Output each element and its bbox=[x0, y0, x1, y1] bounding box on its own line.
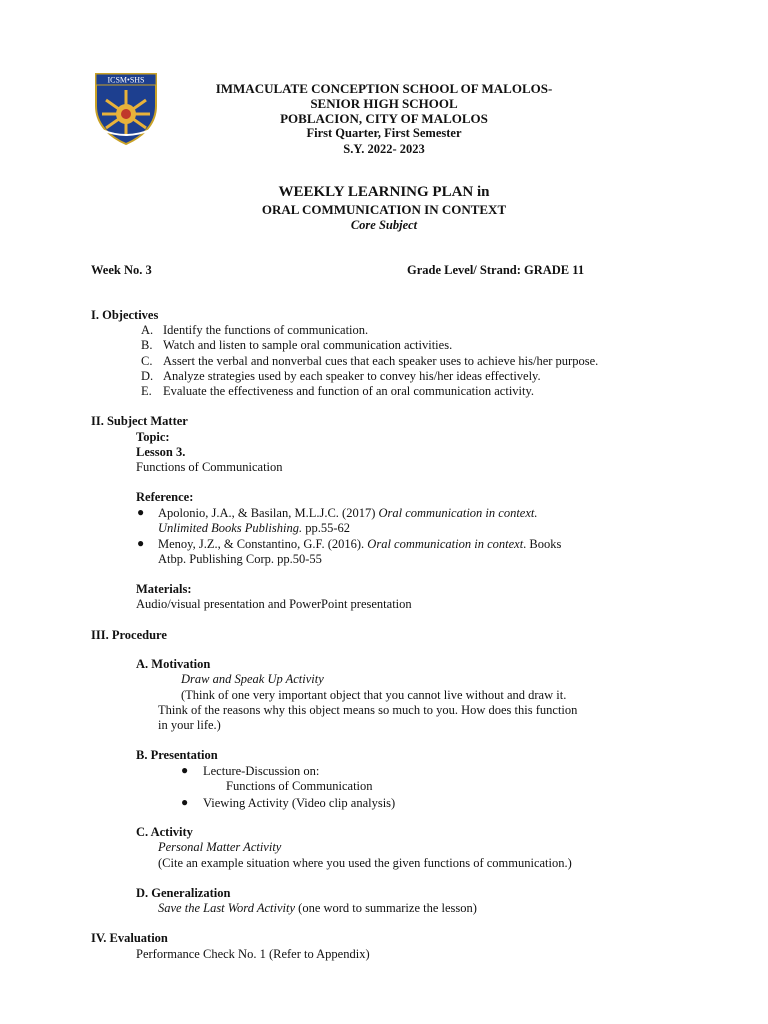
motivation-label: A. Motivation bbox=[136, 657, 211, 671]
presentation-label: B. Presentation bbox=[136, 748, 218, 762]
school-location: POBLACION, CITY OF MALOLOS bbox=[280, 111, 488, 126]
procedure-heading: III. Procedure bbox=[91, 628, 167, 642]
objective-item: E. Evaluate the effectiveness and function of an oral communication activity. bbox=[141, 384, 535, 398]
reference-item-1-cont: Unlimited Books Publishing. pp.55-62 bbox=[158, 521, 351, 535]
school-name-line2: SENIOR HIGH SCHOOL bbox=[310, 96, 458, 111]
evaluation-text: Performance Check No. 1 (Refer to Appendix) bbox=[136, 947, 370, 961]
presentation-item: Lecture-Discussion on: bbox=[203, 764, 320, 778]
subject-matter-heading: II. Subject Matter bbox=[91, 414, 188, 428]
activity-label: C. Activity bbox=[136, 825, 193, 839]
lesson-label: Lesson 3. bbox=[136, 445, 186, 459]
reference-item-2-cont: Atbp. Publishing Corp. pp.50-55 bbox=[158, 552, 322, 566]
presentation-subitem: Functions of Communication bbox=[226, 779, 373, 793]
motivation-desc-line1: (Think of one very important object that you cannot live without and draw it. bbox=[181, 688, 567, 702]
bullet-icon: ● bbox=[181, 795, 189, 809]
logo-lettering: ICSM•SHS bbox=[107, 75, 145, 85]
generalization-label: D. Generalization bbox=[136, 886, 231, 900]
generalization-text: Save the Last Word Activity (one word to summarize the lesson) bbox=[158, 901, 477, 915]
activity-name: Personal Matter Activity bbox=[158, 840, 282, 854]
school-year: S.Y. 2022- 2023 bbox=[343, 142, 425, 156]
week-number: Week No. 3 bbox=[91, 263, 152, 277]
subject-title: ORAL COMMUNICATION IN CONTEXT bbox=[261, 202, 507, 217]
motivation-activity: Draw and Speak Up Activity bbox=[181, 672, 324, 686]
reference-item-2: Menoy, J.Z., & Constantino, G.F. (2016). Oral communication in context. Books bbox=[158, 537, 562, 551]
objective-item: D. Analyze strategies used by each speaker to convey his/her ideas effectively. bbox=[141, 369, 541, 383]
bullet-icon: ● bbox=[137, 505, 145, 519]
materials-text: Audio/visual presentation and PowerPoint presentation bbox=[136, 597, 412, 611]
bullet-icon: ● bbox=[181, 763, 189, 777]
materials-label: Materials: bbox=[136, 582, 192, 596]
reference-label: Reference: bbox=[136, 490, 194, 504]
motivation-desc-line2: Think of the reasons why this object means so much to you. How does this function bbox=[158, 703, 578, 717]
reference-item-1: Apolonio, J.A., & Basilan, M.L.J.C. (2017) Oral communication in context. bbox=[158, 506, 538, 520]
evaluation-heading: IV. Evaluation bbox=[91, 931, 168, 945]
lesson-title: Functions of Communication bbox=[136, 460, 283, 474]
school-name-line1: IMMACULATE CONCEPTION SCHOOL OF MALOLOS- bbox=[215, 81, 553, 96]
objective-item: B. Watch and listen to sample oral communication activities. bbox=[141, 338, 453, 352]
term: First Quarter, First Semester bbox=[306, 126, 462, 140]
activity-desc: (Cite an example situation where you used the given functions of communication.) bbox=[158, 856, 572, 870]
objectives-heading: I. Objectives bbox=[91, 308, 159, 322]
grade-level: Grade Level/ Strand: GRADE 11 bbox=[407, 263, 585, 277]
topic-label: Topic: bbox=[136, 430, 170, 444]
subject-type: Core Subject bbox=[350, 218, 418, 232]
motivation-desc-line3: in your life.) bbox=[158, 718, 221, 732]
plan-title: WEEKLY LEARNING PLAN in bbox=[278, 184, 490, 200]
objective-item: A. Identify the functions of communication. bbox=[141, 323, 369, 337]
presentation-item: Viewing Activity (Video clip analysis) bbox=[203, 796, 396, 810]
bullet-icon: ● bbox=[137, 536, 145, 550]
objective-item: C. Assert the verbal and nonverbal cues that each speaker uses to achieve his/her purpose. bbox=[141, 354, 599, 368]
